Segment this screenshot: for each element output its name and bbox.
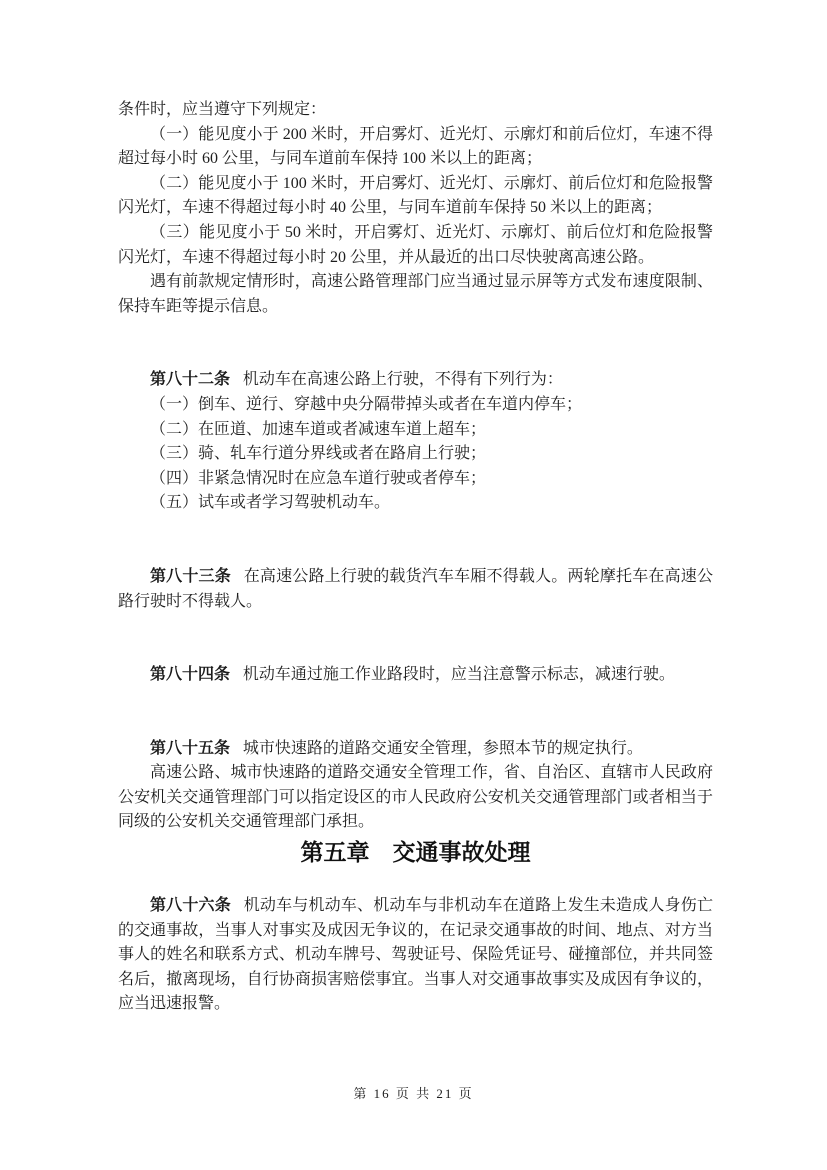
article-84-paragraph bbox=[118, 663, 713, 688]
article-82-text: 机动车在高速公路上行驶，不得有下列行为： bbox=[242, 371, 563, 389]
paragraph-continuation: 条件时，应当遵守下列规定： bbox=[118, 101, 327, 118]
article-84-text: 机动车通过施工作业路段时，应当注意警示标志，减速行驶。 bbox=[242, 666, 675, 684]
article-85-paragraph-2: 高速公路、城市快速路的道路交通安全管理工作，省、自治区、直辖市人民政府公安机关交通管理部门可以指定设区的市人民政府公安机关交通管理部门或者相当于同级的公安机关交通管理部门承担。 bbox=[118, 764, 713, 831]
chapter-heading: 第五章 交通事故处理 bbox=[300, 839, 531, 866]
paragraph-highway-notice: 遇有前款规定情形时，高速公路管理部门应当通过显示屏等方式发布速度限制、保持车距等提示信息。 bbox=[118, 273, 713, 315]
article-85-text: 城市快速路的道路交通安全管理，参照本节的规定执行。 bbox=[242, 739, 643, 757]
article-82-paragraph bbox=[118, 368, 713, 393]
article-83-paragraph bbox=[118, 565, 713, 614]
spacer bbox=[118, 614, 713, 663]
document-body bbox=[118, 98, 713, 1017]
list-item-visibility-100m: （二）能见度小于 100 米时，开启雾灯、近光灯、示廓灯、前后位灯和危险报警闪光灯，车速不得超过每小时 40 公里，与同车道前车保持 50 米以上的距离； bbox=[118, 174, 713, 217]
article-86-text: 机动车与机动车、机动车与非机动车在道路上发生未造成人身伤亡的交通事故，当事人对事实及成因无争议的，在记录交通事故的时间、地点、对方当事人的姓名和联系方式、机动车牌号、驾驶证号、保险凭证号、碰撞部位，并共同签名后，撤离现场，自行协商损害赔偿事宜。当事人对交通事故事实及成因有争议的，应当迅速报警。 bbox=[118, 897, 713, 1013]
article-82-item-5: （五）试车或者学习驾驶机动车。 bbox=[150, 494, 391, 512]
list-item-visibility-50m: （三）能见度小于 50 米时，开启雾灯、近光灯、示廓灯、前后位灯和危险报警闪光灯，车速不得超过每小时 20 公里，并从最近的出口尽快驶离高速公路。 bbox=[118, 223, 713, 266]
spacer bbox=[118, 319, 713, 368]
page-number-footer: 第 16 页 共 21 页 bbox=[353, 1086, 474, 1101]
article-82-item-4: （四）非紧急情况时在应急车道行驶或者停车； bbox=[150, 469, 487, 487]
article-82-number: 第八十二条 bbox=[150, 371, 231, 389]
article-84-number: 第八十四条 bbox=[150, 666, 231, 684]
list-item-visibility-200m: （一）能见度小于 200 米时，开启雾灯、近光灯、示廓灯和前后位灯，车速不得超过每小时 60 公里，与同车道前车保持 100 米以上的距离； bbox=[118, 125, 713, 168]
article-86-paragraph bbox=[118, 894, 713, 1017]
article-82-item-1: （一）倒车、逆行、穿越中央分隔带掉头或者在车道内停车； bbox=[150, 395, 583, 413]
article-86-number: 第八十六条 bbox=[150, 897, 231, 915]
article-85-paragraph bbox=[118, 737, 713, 762]
article-82-item-2: （二）在匝道、加速车道或者减速车道上超车； bbox=[150, 420, 487, 438]
article-85-number: 第八十五条 bbox=[150, 739, 231, 757]
spacer bbox=[118, 688, 713, 737]
article-83-number: 第八十三条 bbox=[150, 567, 231, 585]
article-83-text: 在高速公路上行驶的载货汽车车厢不得载人。两轮摩托车在高速公路行驶时不得载人。 bbox=[118, 567, 713, 610]
spacer bbox=[118, 516, 713, 565]
article-82-item-3: （三）骑、轧车行道分界线或者在路肩上行驶； bbox=[150, 445, 487, 463]
